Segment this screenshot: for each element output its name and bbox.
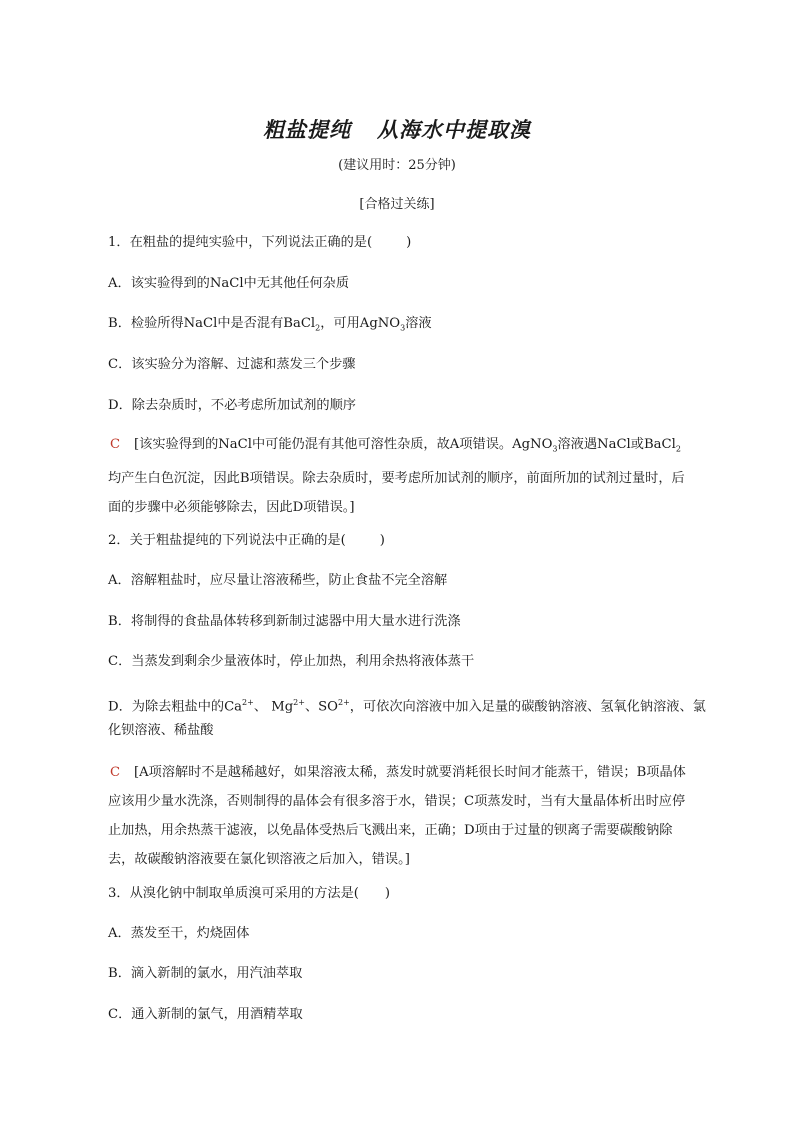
question-2-option-c: C．当蒸发到剩余少量液体时，停止加热，利用余热将液体蒸干 (108, 654, 475, 669)
question-3-option-a: A．蒸发至干，灼烧固体 (108, 926, 250, 941)
question-2-option-a: A．溶解粗盐时，应尽量让溶液稀些，防止食盐不完全溶解 (108, 573, 448, 588)
question-1-option-a: A．该实验得到的NaCl中无其他任何杂质 (108, 276, 350, 291)
question-1-option-c: C．该实验分为溶解、过滤和蒸发三个步骤 (108, 357, 356, 372)
question-1-option-d: D．除去杂质时，不必考虑所加试剂的顺序 (108, 398, 356, 413)
page-title (0, 114, 794, 144)
title-part-1: 粗盐提纯 (263, 117, 351, 142)
question-3-option-b: B．滴入新制的氯水，用汽油萃取 (108, 966, 303, 981)
question-2-stem: 2．关于粗盐提纯的下列说法中正确的是( ) (108, 533, 385, 548)
question-1-option-b: B．检验所得NaCl中是否混有BaCl$_2$，可用AgNO$_3$溶液 (108, 316, 432, 333)
section-heading: [合格过关练] (359, 197, 435, 212)
question-1-answer: C [该实验得到的NaCl中可能仍混有其他可溶性杂质，故A项错误。AgNO$_3$溶液遇NaCl或BaCl$_2$均产生白色沉淀，因此B项错误。除去杂质时，要考虑所加试剂的顺序，前面所加的试剂过量时，后面的步骤中必须能够除去，因此D项错误。] (108, 430, 693, 522)
question-2-option-b: B．将制得的食盐晶体转移到新制过滤器中用大量水进行洗涤 (108, 614, 461, 629)
answer-letter: C (110, 765, 121, 780)
question-2-option-d-cont: 化钡溶液、稀盐酸 (108, 723, 214, 738)
question-2-option-d: D．为除去粗盐中的$Ca^{2+}$、 $Mg^{2+}$、$SO^{2+}$，可依次向溶液中加入足量的碳酸钠溶液、氢氧化钠溶液、氯 (108, 698, 706, 715)
answer-letter: C (110, 437, 121, 452)
question-1-stem: 1．在粗盐的提纯实验中，下列说法正确的是( ) (108, 235, 412, 250)
suggested-time: (建议用时：25分钟) (338, 158, 456, 173)
title-part-2: 从海水中提取溴 (377, 117, 531, 142)
question-3-option-c: C．通入新制的氯气，用酒精萃取 (108, 1007, 303, 1022)
question-3-stem: 3．从溴化钠中制取单质溴可采用的方法是( ) (108, 886, 391, 901)
question-2-answer: C [A项溶解时不是越稀越好，如果溶液太稀，蒸发时就要消耗很长时间才能蒸干，错误；B项晶体应该用少量水洗涤，否则制得的晶体会有很多溶于水，错误；C项蒸发时，当有大量晶体析出时应停止加热，用余热蒸干滤液，以免晶体受热后飞溅出来，正确；D项由于过量的钡离子需要碳酸钠除去，故碳酸钠溶液要在氯化钡溶液之后加入，错误。] (108, 758, 693, 874)
